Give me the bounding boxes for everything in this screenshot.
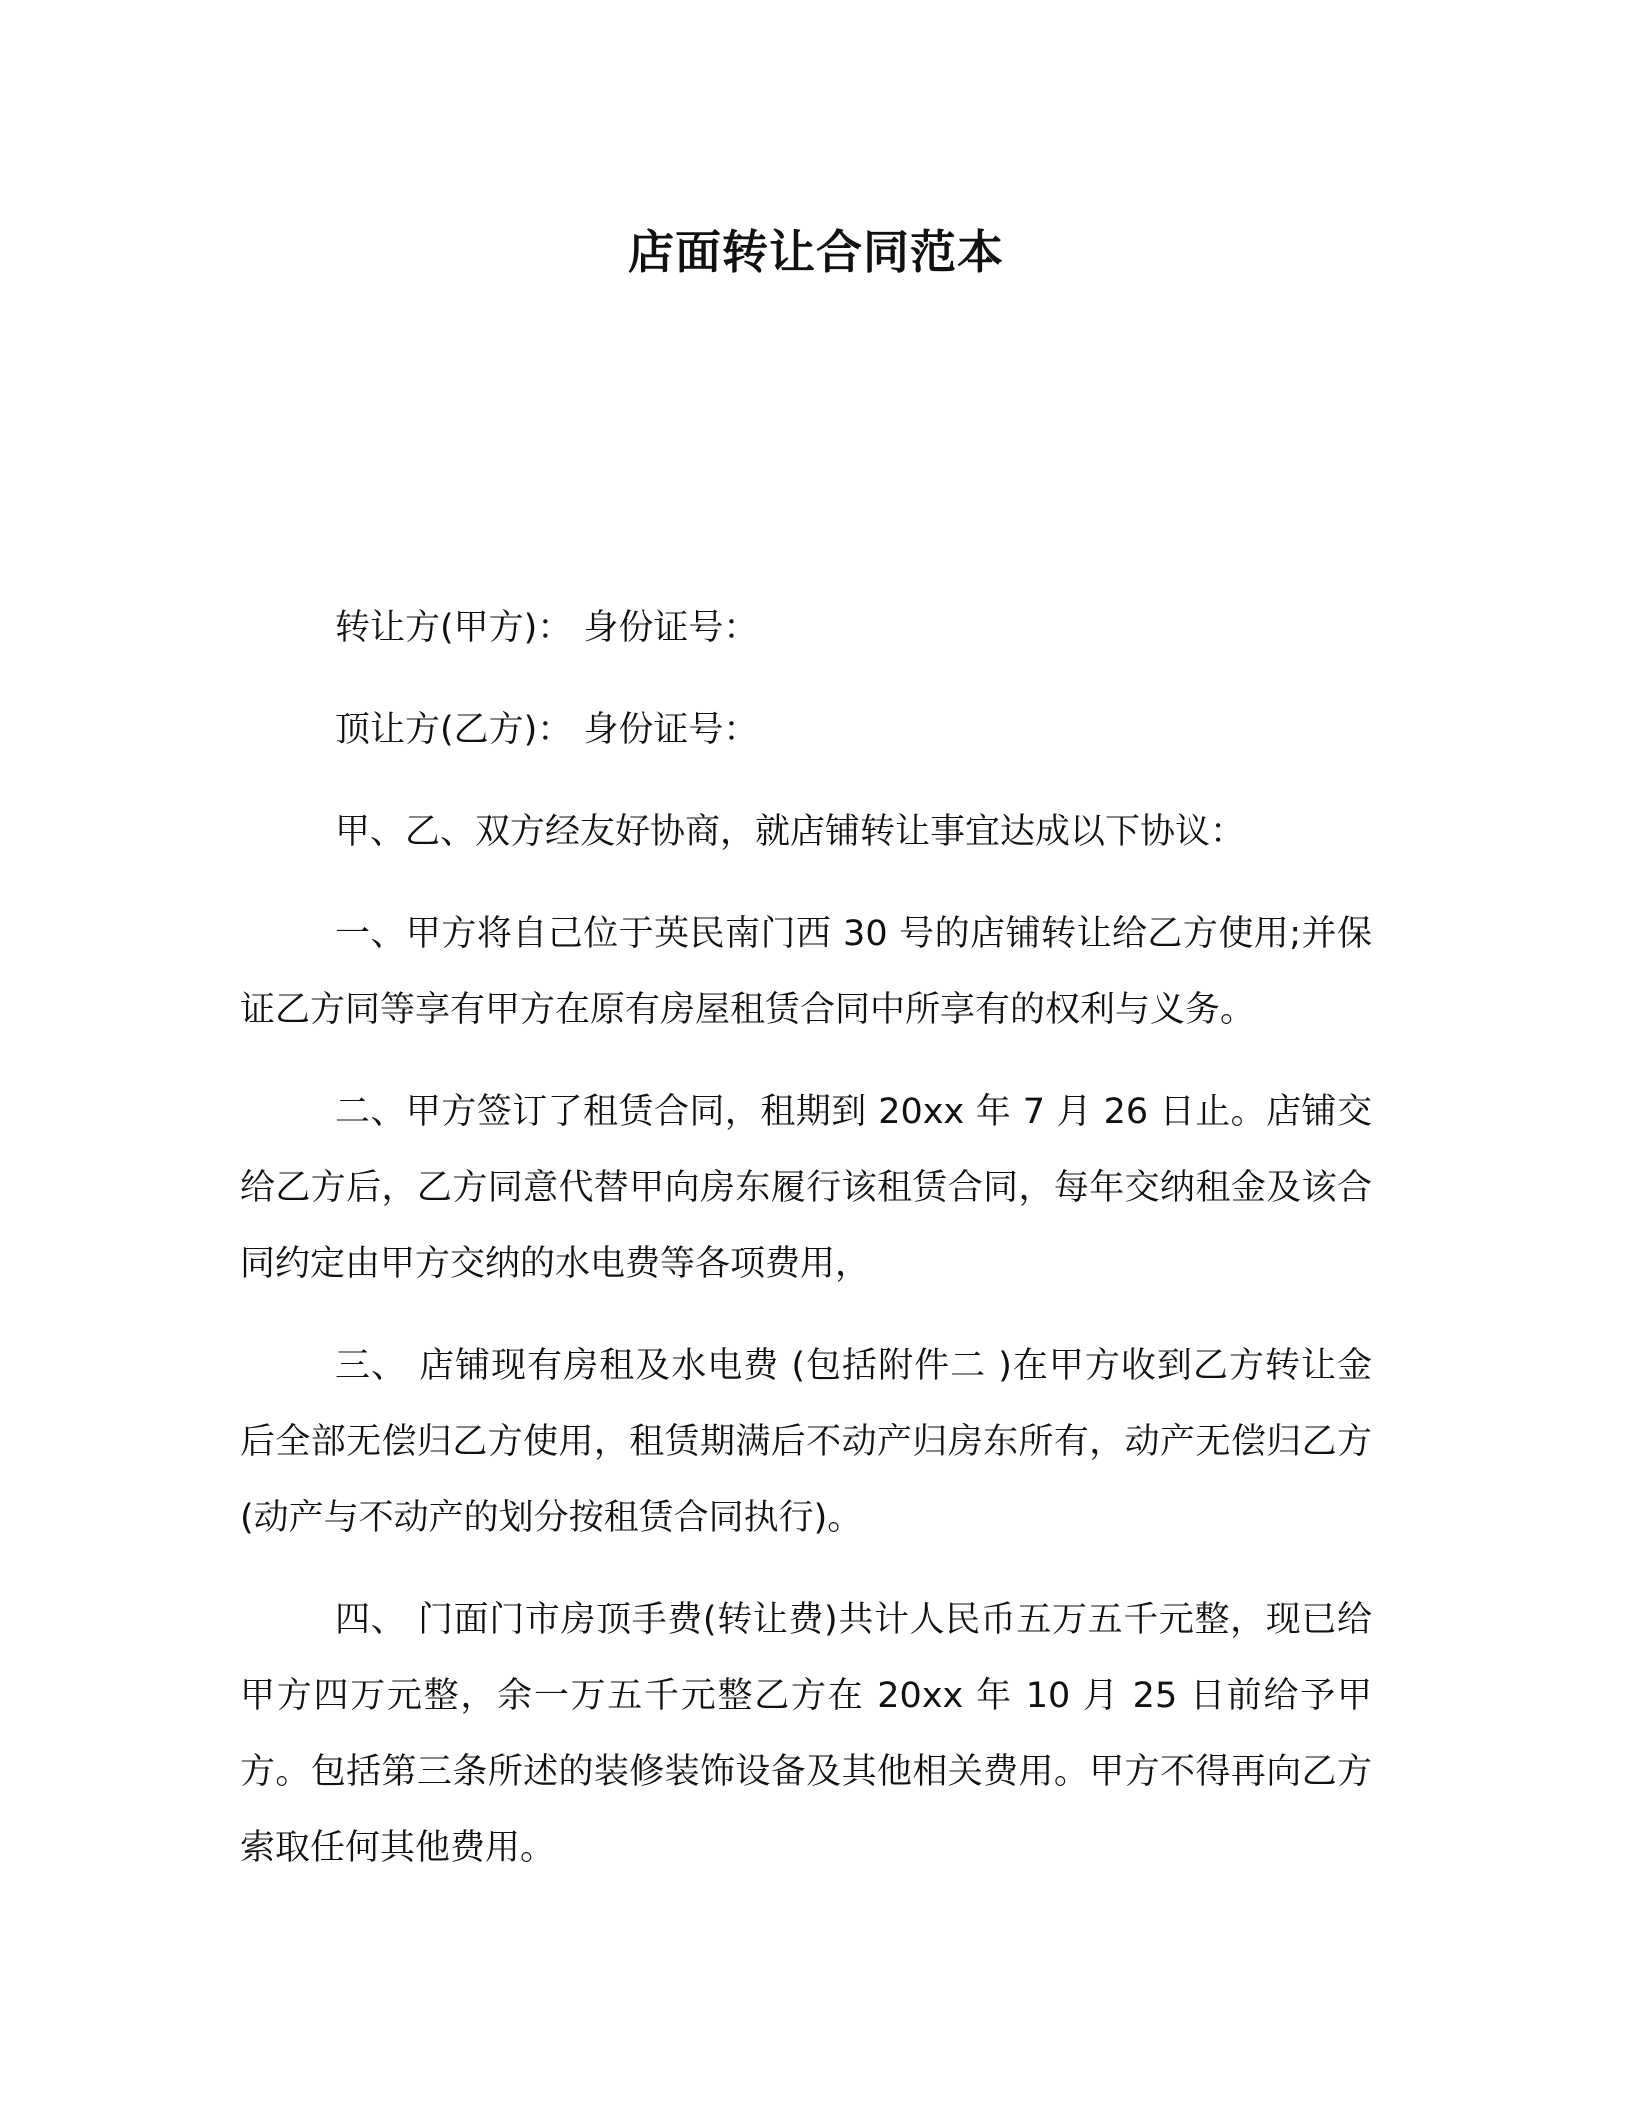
- paragraph-transferor: 转让方(甲方)： 身份证号：: [335, 608, 759, 648]
- paragraph-clause-1: 一、甲方将自己位于英民南门西 30 号的店铺转让给乙方使用;并保证乙方同等享有甲方在原有房屋租赁合同中所享有的权利与义务。: [240, 914, 1372, 1030]
- document-body: [240, 590, 1372, 1912]
- paragraph-clause-2: 二、甲方签订了租赁合同，租期到 20xx 年 7 月 26 日止。店铺交给乙方后，乙方同意代替甲向房东履行该租赁合同，每年交纳租金及该合同约定由甲方交纳的水电费等各项费用，: [240, 1092, 1372, 1284]
- paragraph-clause-4: 四、 门面门市房顶手费(转让费)共计人民币五万五千元整，现已给甲方四万元整，余一万五千元整乙方在 20xx 年 10 月 25 日前给予甲方。包括第三条所述的装修装饰设备及其他相关费用。甲方不得再向乙方索取任何其他费用。: [240, 1600, 1372, 1868]
- document-title: 店面转让合同范本: [628, 225, 1004, 279]
- paragraph-clause-3: 三、 店铺现有房租及水电费 (包括附件二 )在甲方收到乙方转让金后全部无偿归乙方使用，租赁期满后不动产归房东所有，动产无偿归乙方(动产与不动产的划分按租赁合同执行)。: [240, 1346, 1372, 1538]
- paragraph-transferee: 顶让方(乙方)： 身份证号：: [335, 710, 759, 750]
- paragraph-agreement-intro: 甲、乙、双方经友好协商，就店铺转让事宜达成以下协议：: [335, 812, 1246, 852]
